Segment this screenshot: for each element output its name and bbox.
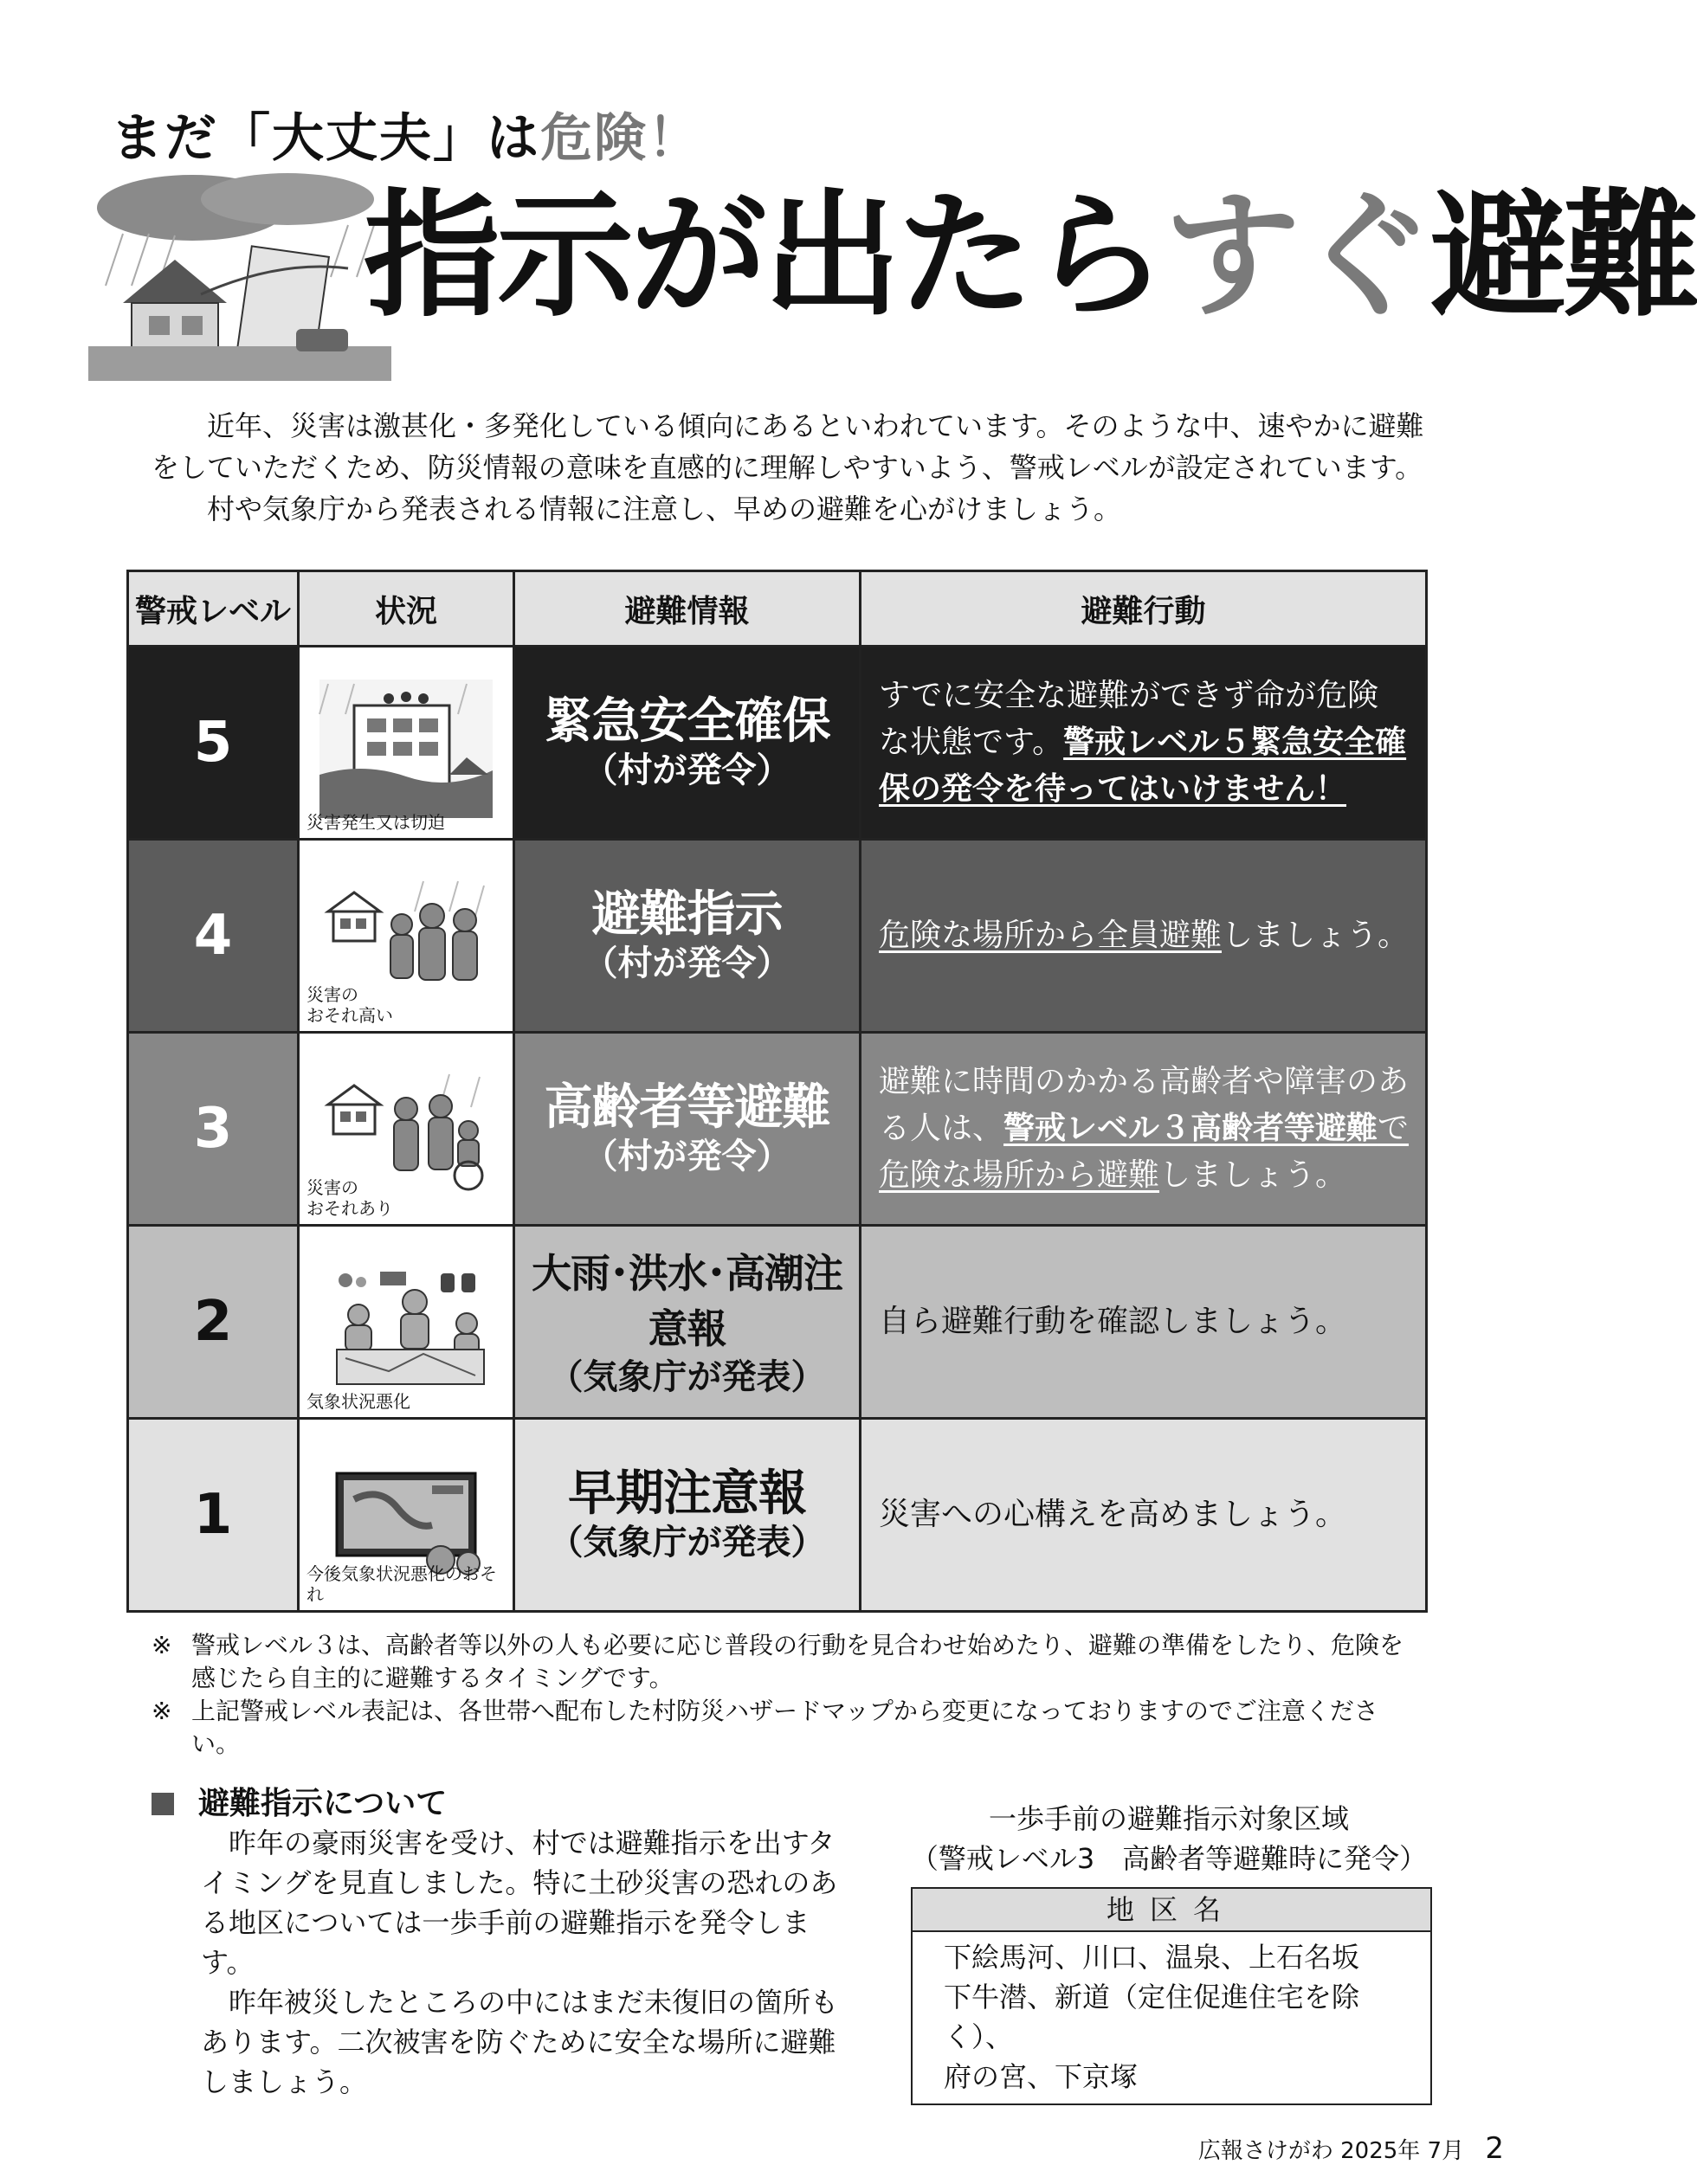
situation-cell [299,1033,514,1226]
storm-house-illustration [88,173,391,381]
alert-level-table [126,570,1428,1613]
situation-caption: 災害の おそれあり [306,1177,393,1219]
action-emphasis-2: 危険な場所から避難 [879,1157,1160,1193]
intro-paragraph-1: 近年、災害は激甚化・多発化している傾向にあるといわれています。そのような中、速やかに避難をしていただくため、防災情報の意味を直感的に理解しやすいよう、警戒レベルが設定されています。 [152,409,1424,484]
evacuation-info-issuer: （村が発令） [583,944,791,983]
section-paragraph-1: 昨年の豪雨災害を受け、村では避難指示を出すタイミングを見直しました。特に土砂災害の恐れのある地区については一歩手前の避難指示を発令します。 [201,1826,838,1979]
kicker-danger: 危険！ [540,108,701,169]
area-table-header: 地区名 [913,1889,1430,1932]
header-situation: 状況 [299,571,514,647]
action-text: 自ら避難行動を確認しましょう。 [879,1304,1347,1339]
evacuation-info-cell [514,1226,861,1419]
section-title: 避難指示について [198,1786,448,1821]
action-emphasis: 警戒レベル３高齢者等避難 [1003,1111,1378,1146]
action-text-2: しましょう。 [1159,1157,1347,1193]
note-mark: ※ [152,1697,172,1725]
note-item [152,1629,1424,1695]
table-row-level-2 [128,1226,1427,1419]
target-area-box [911,1887,1432,2105]
intro-text [152,405,1424,530]
situation-cell [299,1419,514,1612]
action-text-underlined: で [1378,1111,1410,1146]
area-caption [909,1799,1429,1878]
section-paragraph-2: 昨年被災したところの中にはまだ未復旧の箇所もあります。二次被害を防ぐために安全な場所に避難しましょう。 [201,1986,839,2098]
note-text: 上記警戒レベル表記は、各世帯へ配布した村防災ハザードマップから変更になっておりますのでご注意ください。 [191,1697,1378,1758]
situation-cell [299,647,514,840]
situation-caption: 災害の おそれ高い [306,984,393,1026]
evacuation-action-cell [861,647,1427,840]
evacuation-info-title: 早期注意報 [568,1466,806,1522]
family-checking-map-illustration [319,1263,493,1393]
evacuation-info-cell [514,1419,861,1612]
notes [152,1629,1424,1761]
evacuation-action-cell [861,1226,1427,1419]
section-body [201,1823,859,2102]
action-emphasis: 警戒レベル５緊急安全確保の発令を待ってはいけません！ [879,725,1407,807]
area-caption-line-1: 一歩手前の避難指示対象区域 [988,1802,1349,1835]
main-title-part-2: すぐ [1164,177,1430,336]
situation-caption: 災害発生又は切迫 [306,812,445,833]
table-row-level-4 [128,840,1427,1033]
situation-caption: 今後気象状況悪化のおそれ [306,1563,497,1605]
evacuation-info-cell [514,647,861,840]
evacuation-info-cell [514,1033,861,1226]
main-title-part-1: 指示が出たら [364,177,1164,336]
action-text: 避難に時間のかかる高齢者や障害のある人は、 [879,1064,1410,1146]
table-row-level-1 [128,1419,1427,1612]
kicker-heading [111,97,701,171]
level-number: 5 [128,647,299,840]
header-alert-level: 警戒レベル [128,571,299,647]
issue-date: 2025年 7月 [1340,2138,1465,2164]
evacuation-info-cell [514,840,861,1033]
evacuation-info-issuer: （村が発令） [583,751,791,790]
area-line: 下絵馬河、川口、温泉、上石名坂 [944,1941,1360,1974]
section-heading [152,1779,447,1823]
situation-cell [299,1226,514,1419]
header-evacuation-action: 避難行動 [861,571,1427,647]
situation-cell [299,840,514,1033]
table-row-level-5 [128,647,1427,840]
evacuation-info-title: 高齢者等避難 [544,1079,830,1136]
note-item [152,1695,1424,1761]
evacuation-info-title: 緊急安全確保 [544,693,830,750]
evacuation-action-cell [861,1419,1427,1612]
kicker-text: まだ「大丈夫」は [111,108,540,169]
action-text: すでに安全な避難ができず命が危険な状態です。 [879,678,1379,760]
level-number: 1 [128,1419,299,1612]
area-line: 府の宮、下京塚 [944,2060,1139,2093]
action-text: 災害への心構えを高めましょう。 [879,1497,1347,1532]
main-title-part-3: 避難 [1430,177,1697,336]
level-number: 2 [128,1226,299,1419]
intro-paragraph-2: 村や気象庁から発表される情報に注意し、早めの避難を心がけましょう。 [207,493,1122,525]
evacuation-info-title: 避難指示 [591,886,783,943]
action-text: しましょう。 [1222,918,1410,953]
note-text: 警戒レベル３は、高齢者等以外の人も必要に応じ普段の行動を見合わせ始めたり、避難の準備をしたり、危険を感じたら自主的に避難するタイミングです。 [191,1631,1404,1692]
area-line: 下牛潜、新道（定住促進住宅を除く）、 [944,1981,1360,2053]
situation-caption: 気象状況悪化 [306,1391,410,1412]
square-bullet-icon [152,1793,174,1815]
area-table-body [913,1932,1430,2103]
level-number: 3 [128,1033,299,1226]
evacuation-action-cell [861,840,1427,1033]
table-row-level-3 [128,1033,1427,1226]
level-number: 4 [128,840,299,1033]
area-caption-line-2: （警戒レベル3 高齢者等避難時に発令） [910,1842,1428,1875]
page-number: 2 [1485,2131,1504,2166]
evacuation-info-issuer: （気象庁が発表） [548,1357,826,1397]
header-evacuation-info: 避難情報 [514,571,861,647]
publication-name: 広報さけがわ [1197,2138,1333,2164]
table-header-row [128,571,1427,647]
evacuation-action-cell [861,1033,1427,1226]
note-mark: ※ [152,1631,172,1659]
flooded-building-illustration [319,680,493,818]
action-emphasis: 危険な場所から全員避難 [879,918,1223,953]
main-title [364,177,1697,336]
evacuation-info-title: 大雨･洪水･高潮注意報 [532,1250,842,1352]
page-footer [1198,2131,1504,2166]
evacuation-info-issuer: （気象庁が発表） [548,1523,826,1562]
evacuation-info-issuer: （村が発令） [583,1137,791,1176]
